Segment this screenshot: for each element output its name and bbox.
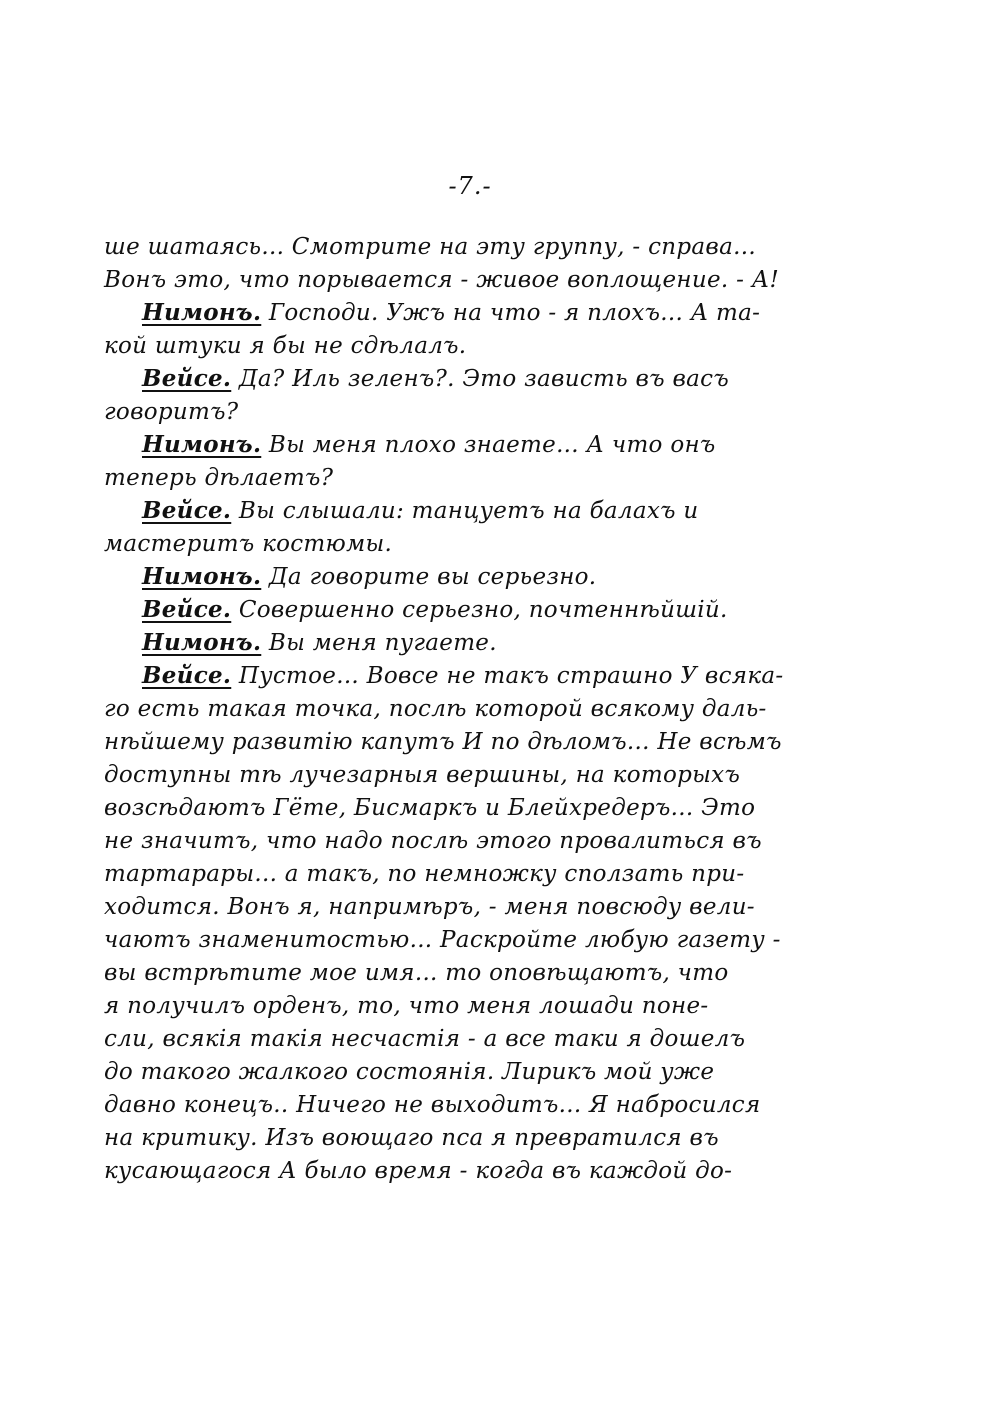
line-text: я получилъ орденъ, то, что меня лошади поне- [104,993,709,1019]
line-text: ходится. Вонъ я, напримѣръ, - меня повсюду вели- [104,894,755,920]
text-line-15 [104,691,767,727]
speaker-name: Нимонъ. [142,563,262,590]
line-text: возсѣдаютъ Гёте, Бисмаркъ и Блейхредеръ... Это [104,795,756,821]
text-line-9 [142,493,699,529]
text-line-11 [142,559,596,595]
line-text: вы встрѣтите мое имя... то оповѣщаютъ, что [104,960,729,986]
text-line-7 [142,427,716,463]
text-line-12 [142,592,728,628]
line-text: Пустое... Вовсе не такъ страшно У всяка- [231,663,784,689]
line-text: Господи. Ужъ на что - я плохъ... А та- [261,300,761,326]
line-text: кусающагося А было время - когда въ каждой до- [104,1158,733,1184]
line-text: кой штуки я бы не сдѣлалъ. [104,333,467,359]
text-line-14 [142,658,783,694]
text-line-16 [104,724,782,760]
text-line-26 [104,1054,714,1090]
line-text: мастеритъ костюмы. [104,531,393,557]
text-line-29 [104,1153,732,1189]
line-text: го есть такая точка, послѣ которой всякому даль- [104,696,767,722]
line-text: на критику. Изъ воющаго пса я превратился въ [104,1125,719,1151]
line-text: говоритъ? [104,399,239,425]
line-text: Вы меня плохо знаете... А что онъ [261,432,716,458]
text-line-8 [104,460,333,496]
line-text: не значитъ, что надо послѣ этого провалиться въ [104,828,762,854]
text-line-25 [104,1021,745,1057]
speaker-name: Вейсе. [142,596,232,623]
line-text: чаютъ знаменитостью... Раскройте любую газету - [104,927,781,953]
text-line-27 [104,1087,761,1123]
text-line-13 [142,625,497,661]
text-line-3 [142,295,760,331]
line-text: теперь дѣлаетъ? [104,465,334,491]
text-line-24 [104,988,708,1024]
text-line-17 [104,757,740,793]
speaker-name: Вейсе. [142,497,232,524]
line-text: Вонъ это, что порывается - живое воплощение. - А! [104,267,780,293]
text-line-5 [142,361,729,397]
line-text: сли, всякія такія несчастія - а все таки я дошелъ [104,1026,746,1052]
line-text: Вы меня пугаете. [261,630,497,656]
speaker-name: Нимонъ. [142,299,262,326]
line-text: нѣйшему развитію капутъ И по дѣломъ... Не всѣмъ [104,729,782,755]
text-line-18 [104,790,755,826]
line-text: тартарары... а такъ, по немножку сползать при- [104,861,745,887]
text-line-6 [104,394,238,430]
line-text: ше шатаясь... Смотрите на эту группу, - справа... [104,234,756,260]
text-line-10 [104,526,392,562]
line-text: Вы слышали: танцуетъ на балахъ и [231,498,699,524]
text-line-28 [104,1120,719,1156]
line-text: доступны тѣ лучезарныя вершины, на которыхъ [104,762,741,788]
line-text: давно конецъ.. Ничего не выходитъ... Я набросился [104,1092,761,1118]
speaker-name: Нимонъ. [142,629,262,656]
text-line-20 [104,856,744,892]
speaker-name: Вейсе. [142,662,232,689]
text-line-1 [104,229,756,265]
text-line-4 [104,328,466,364]
line-text: Да? Иль зеленъ?. Это зависть въ васъ [231,366,729,392]
text-line-22 [104,922,781,958]
line-text: до такого жалкого состоянія. Лирикъ мой уже [104,1059,715,1085]
speaker-name: Нимонъ. [142,431,262,458]
page-number: -7.- [448,172,492,200]
line-text: Совершенно серьезно, почтеннѣйшій. [231,597,728,623]
text-line-19 [104,823,762,859]
line-text: Да говорите вы серьезно. [261,564,597,590]
text-line-21 [104,889,755,925]
text-line-23 [104,955,729,991]
text-line-2 [104,262,779,298]
speaker-name: Вейсе. [142,365,232,392]
